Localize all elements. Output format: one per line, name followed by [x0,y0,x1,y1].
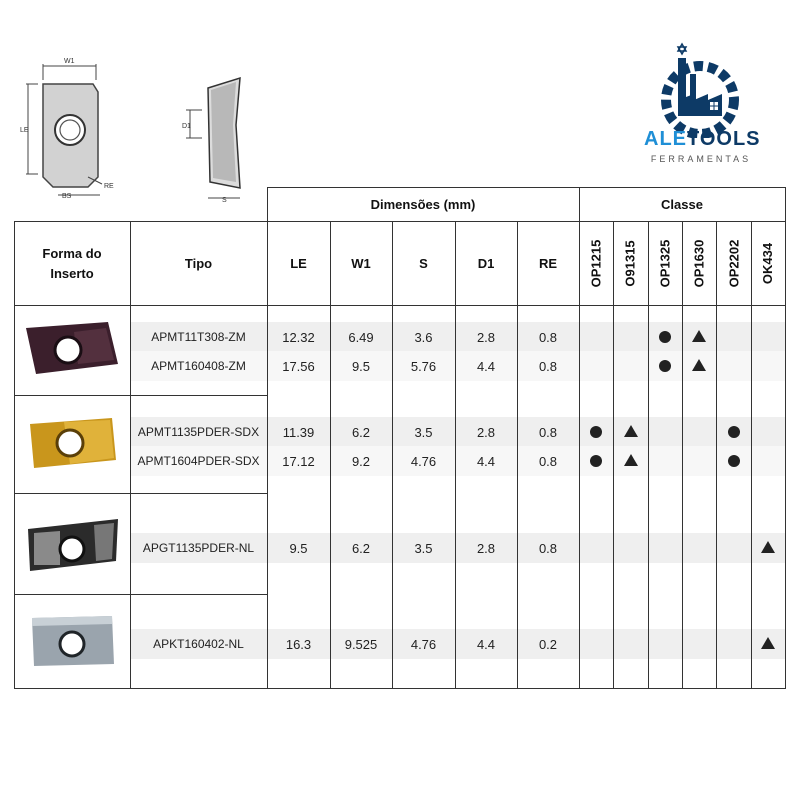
triangle-mark-icon [692,330,706,342]
w1-cell: 6.2 [351,424,371,440]
insert-image-gold [24,414,120,472]
le-cell: 16.3 [285,636,312,652]
circle-mark-icon [659,331,671,343]
type-cell: APMT1135PDER-SDX [137,425,260,439]
s-cell: 3.6 [414,329,433,345]
re-dim-label: RE [104,183,114,190]
d1-cell: 4.4 [476,636,496,652]
triangle-mark-icon [761,637,775,649]
w1-cell: 9.525 [344,636,378,652]
re-cell: 0.8 [538,540,558,556]
class-header-op1215: OP1215 [588,239,604,288]
type-cell: APMT1604PDER-SDX [137,454,260,468]
s-cell: 4.76 [410,636,437,652]
le-cell: 11.39 [282,424,315,440]
gear-factory-icon [638,38,758,138]
insert-image-black-grey [24,515,122,575]
circle-mark-icon [728,455,740,467]
class-header-o91315: O91315 [623,240,639,287]
classes-group-header: Classe [661,196,703,212]
re-cell: 0.8 [538,424,558,440]
dim-header-w1: W1 [351,255,371,271]
aletools-logo [638,38,761,172]
w1-dim-label: W1 [64,58,75,65]
type-column-header: Tipo [184,255,213,271]
d1-cell: 2.8 [476,540,496,556]
w1-cell: 6.2 [351,540,371,556]
side-view-drawing [178,70,258,205]
le-cell: 17.56 [282,358,315,374]
d1-cell: 4.4 [476,358,496,374]
insert-image-dark-purple [22,320,122,376]
circle-mark-icon [590,426,602,438]
re-cell: 0.8 [538,453,558,469]
triangle-mark-icon [692,359,706,371]
class-header-ok434: OK434 [760,242,776,285]
logo-word-tools: TOOLS [687,128,761,150]
type-cell: APGT1135PDER-NL [142,541,255,555]
class-header-op2202: OP2202 [726,239,742,288]
le-cell: 17.12 [282,453,315,469]
le-cell: 9.5 [289,540,308,556]
logo-tagline: FERRAMENTAS [650,154,752,164]
dim-header-d1: D1 [477,255,495,271]
class-header-op1630: OP1630 [691,239,707,288]
circle-mark-icon [728,426,740,438]
circle-mark-icon [590,455,602,467]
dim-header-le: LE [290,255,307,271]
w1-cell: 9.5 [351,358,371,374]
insert-image-silver [26,612,120,670]
bs-dim-label: BS [62,193,72,200]
s-cell: 3.5 [414,424,433,440]
shape-column-header: Forma do Inserto [42,245,102,281]
triangle-mark-icon [761,541,775,553]
triangle-mark-icon [624,425,638,437]
type-cell: APMT160408-ZM [151,359,246,373]
s-cell: 3.5 [414,540,433,556]
s-cell: 4.76 [410,453,437,469]
s-dim-label: S [222,197,227,204]
re-cell: 0.8 [538,329,558,345]
re-cell: 0.2 [538,636,558,652]
w1-cell: 6.49 [348,329,374,345]
d1-cell: 2.8 [476,424,496,440]
dimensions-group-header: Dimensões (mm) [370,196,476,212]
d1-cell: 2.8 [476,329,496,345]
le-dim-label: LE [20,127,29,134]
triangle-mark-icon [624,454,638,466]
front-view-drawing [18,52,138,202]
dim-header-re: RE [538,255,558,271]
d1-cell: 4.4 [476,453,496,469]
le-cell: 12.32 [282,329,315,345]
logo-word-ale: ALE [644,128,687,150]
class-header-op1325: OP1325 [657,239,673,288]
circle-mark-icon [659,360,671,372]
w1-cell: 9.2 [351,453,371,469]
type-cell: APMT11T308-ZM [151,330,246,344]
type-cell: APKT160402-NL [153,637,244,651]
re-cell: 0.8 [538,358,558,374]
d1-dim-label: D1 [182,123,191,130]
s-cell: 5.76 [410,358,437,374]
dim-header-s: S [419,255,428,271]
